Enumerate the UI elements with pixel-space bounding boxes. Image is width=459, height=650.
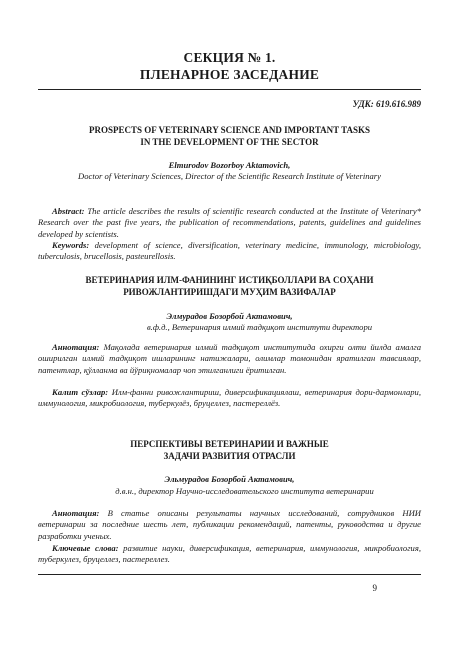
page-number: 9 [372, 583, 377, 593]
russian-abstract [38, 508, 421, 542]
uzbek-title-line1: ВЕТЕРИНАРИЯ ИЛМ-ФАНИНИНГ ИСТИҚБОЛЛАРИ ВА СОҲАНИ [85, 275, 374, 285]
uzbek-affiliation: в.ф.д., Ветеринария илмий тадқиқот институти директори [146, 322, 373, 332]
english-abstract [38, 206, 421, 240]
english-title-line1: PROSPECTS OF VETERINARY SCIENCE AND IMPORTANT TASKS [89, 125, 370, 135]
english-keywords-label: Keywords: [52, 240, 90, 250]
section-number: СЕКЦИЯ № 1. [183, 50, 276, 65]
uzbek-keywords-text: Илм-фанни ривожлантириш, диверсификациялаш, ветеринария дори-дармонлари, иммунология, микробиология, туберкулёз, бруцеллез, пастереллёз. [38, 387, 421, 409]
russian-title-line2: ЗАДАЧИ РАЗВИТИЯ ОТРАСЛИ [163, 451, 296, 461]
english-title [38, 124, 421, 148]
english-abstract-label: Abstract: [52, 206, 85, 216]
uzbek-keywords-label: Калит сўзлар: [52, 387, 109, 397]
english-keywords-text: development of science, diversification, veterinary medicine, immunology, microbiology, tuberculosis, brucellosis, pasteurellosis. [38, 240, 421, 262]
russian-abstract-text: В статье описаны результаты научных исследований, сотрудников НИИ ветеринарии за последние шесть лет, публикации рекомендаций, патенты, руководства и другие разработки ученых. [38, 508, 421, 541]
english-author: Elmurodov Bozorboy Aktamovich, [168, 160, 291, 170]
header-rule [38, 89, 421, 90]
uzbek-abstract [38, 342, 421, 376]
russian-title [38, 438, 421, 462]
document-page [38, 0, 421, 650]
uzbek-abstract-text: Мақолада ветеринария илмий тадқиқот институтида охирги олти йилда амалга оширилган илмий тадқиқот ишларининг натижалари, олимлар томонидан яратилган тавсиялар, патентлар, қўлланма ва йўриқномалар чоп этилганлиги ёритилган. [38, 342, 421, 375]
section-heading [38, 49, 421, 83]
uzbek-author: Элмурадов Бозорбой Актамович, [166, 311, 293, 321]
uzbek-title-line2: РИВОЖЛАНТИРИШДАГИ МУҲИМ ВАЗИФАЛАР [123, 287, 336, 297]
section-name: ПЛЕНАРНОЕ ЗАСЕДАНИЕ [139, 67, 320, 82]
russian-keywords-label: Ключевые слова: [52, 543, 119, 553]
english-title-line2: IN THE DEVELOPMENT OF THE SECTOR [140, 137, 319, 147]
russian-title-line1: ПЕРСПЕКТИВЫ ВЕТЕРИНАРИИ И ВАЖНЫЕ [130, 439, 329, 449]
russian-keywords [38, 543, 421, 566]
russian-affiliation: д.в.н., директор Научно-исследовательского института ветеринарии [115, 486, 374, 496]
russian-abstract-label: Аннотация: [52, 508, 100, 518]
english-keywords [38, 240, 421, 263]
russian-keywords-text: развитие науки, диверсификация, ветеринария, иммунология, микробиология, туберкулез, бруцеллез, пастереллез. [38, 543, 421, 565]
udk-code: УДК: 619.616.989 [352, 99, 421, 109]
uzbek-title [38, 274, 421, 298]
english-affiliation: Doctor of Veterinary Sciences, Director of the Scientific Research Institute of Veterinary [78, 171, 381, 181]
footer-rule [38, 574, 421, 575]
russian-author: Эльмурадов Бозорбой Актамович, [164, 474, 295, 484]
uzbek-abstract-label: Аннотация: [52, 342, 100, 352]
uzbek-keywords [38, 387, 421, 410]
english-abstract-text: The article describes the results of scientific research conducted at the Institute of Veterinary* Research over the past five years, the publication of recommendations, patents, guidelines and guidelines developed by scientists. [38, 206, 421, 239]
